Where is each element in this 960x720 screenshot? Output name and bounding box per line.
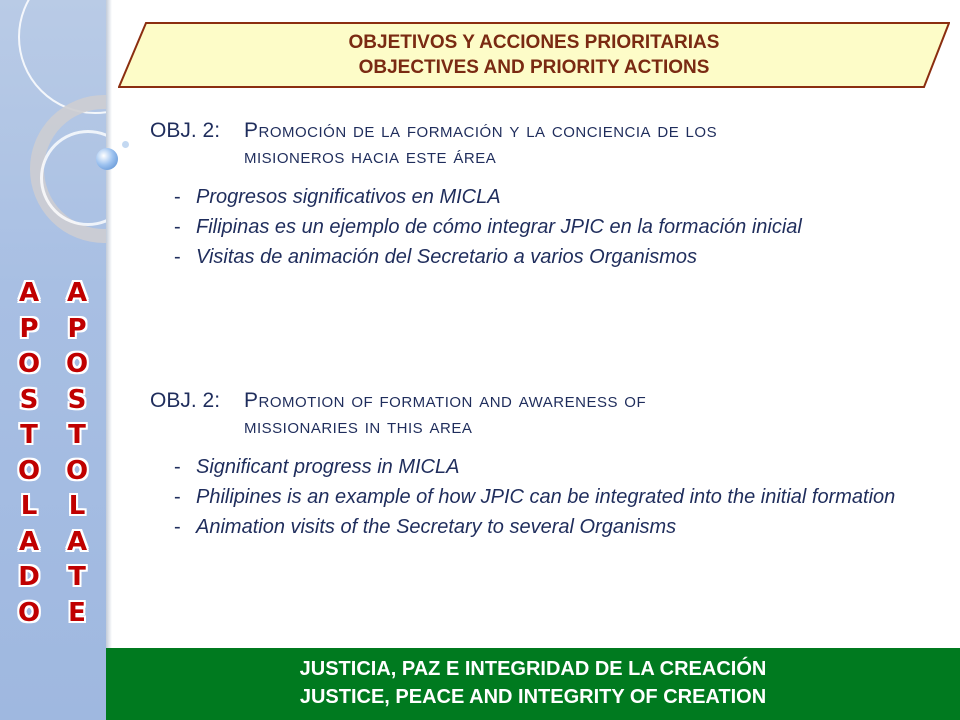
bubble-decoration — [121, 140, 130, 149]
footer-title-en: JUSTICE, PEACE AND INTEGRITY OF CREATION — [299, 686, 767, 708]
sidebar-letter: P — [67, 313, 87, 344]
objective-title: Promotion of formation and awareness of — [244, 389, 647, 412]
objective-english — [150, 388, 940, 542]
sidebar-word-apostolate — [64, 276, 90, 631]
bullet-item: - Animation visits of the Secretary to several Organisms — [174, 512, 940, 542]
sidebar-letter: T — [68, 420, 86, 450]
bullet-list — [150, 182, 940, 272]
sidebar-letter: O — [17, 455, 41, 486]
sidebar-letter: O — [17, 597, 41, 628]
objective-label: OBJ. 2: — [150, 389, 221, 412]
sidebar-letter: S — [19, 384, 39, 415]
bullet-item: - Philipines is an example of how JPIC can be integrated into the initial formation — [174, 482, 940, 512]
bullet-item: - Filipinas es un ejemplo de cómo integrar JPIC en la formación inicial — [174, 212, 940, 242]
sidebar-letter: A — [66, 278, 88, 308]
bullet-item: - Visitas de animación del Secretario a varios Organismos — [174, 242, 940, 272]
sidebar-letter: S — [67, 384, 87, 415]
sidebar-letter: O — [65, 349, 89, 379]
objective-title: Promoción de la formación y la conciencia de los — [244, 119, 718, 142]
sidebar-letter: L — [20, 491, 38, 521]
sidebar-letter: O — [17, 349, 41, 379]
sidebar-letter: O — [65, 455, 89, 486]
footer-banner — [106, 648, 960, 720]
bullet-item: - Progresos significativos en MICLA — [174, 182, 940, 212]
bullet-list — [150, 452, 940, 542]
title-banner — [118, 22, 950, 88]
objective-spanish — [150, 118, 940, 272]
objective-title-continued: misioneros hacia este área — [244, 145, 497, 168]
sidebar-letter: E — [68, 597, 86, 628]
sidebar-letter: P — [19, 313, 39, 344]
sidebar-letter: T — [20, 420, 38, 450]
objective-label: OBJ. 2: — [150, 119, 221, 142]
banner-title-en: OBJECTIVES AND PRIORITY ACTIONS — [358, 57, 710, 78]
sidebar-letter: T — [68, 562, 86, 592]
sidebar-word-apostolado — [16, 276, 42, 631]
objective-title-continued: missionaries in this area — [244, 415, 473, 438]
sidebar-letter: D — [18, 562, 40, 592]
sidebar-letter: A — [66, 526, 88, 557]
bullet-item: - Significant progress in MICLA — [174, 452, 940, 482]
sidebar-letter: L — [68, 491, 86, 521]
footer-title-es: JUSTICIA, PAZ E INTEGRIDAD DE LA CREACIÓN — [299, 658, 767, 680]
sidebar-shadow — [106, 0, 112, 720]
sidebar — [0, 0, 106, 720]
banner-title-es: OBJETIVOS Y ACCIONES PRIORITARIAS — [348, 32, 720, 53]
bubble-decoration — [96, 148, 118, 170]
sidebar-letter: A — [18, 278, 40, 308]
sidebar-letter: A — [18, 526, 40, 557]
